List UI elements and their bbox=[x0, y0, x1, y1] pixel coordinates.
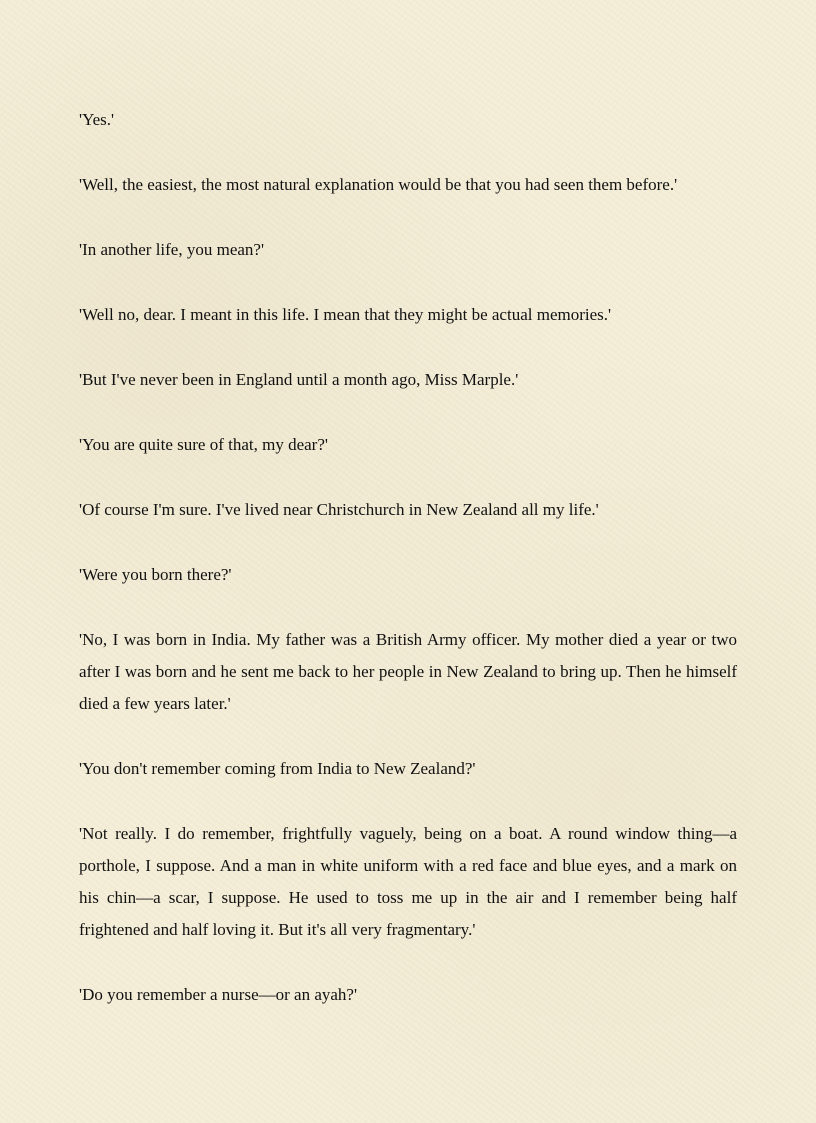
paragraph: 'Well no, dear. I meant in this life. I mean that they might be actual memories.' bbox=[79, 305, 612, 324]
paragraph: 'Not really. I do remember, frightfully vaguely, being on a boat. A round window thing—a porthole, I suppose. And a man in white uniform with a red face and blue eyes, and a mark on his chin—a scar, I suppose. He used to toss me up in the air and I remember being half frightened and half loving it. But it's all very fragmentary.' bbox=[79, 824, 737, 939]
paragraph: 'Well, the easiest, the most natural explanation would be that you had seen them before.' bbox=[79, 175, 678, 194]
paragraph: 'No, I was born in India. My father was a British Army officer. My mother died a year or two after I was born and he sent me back to her people in New Zealand to bring up. Then he himself died a few years later.' bbox=[79, 630, 737, 713]
paragraph: 'In another life, you mean?' bbox=[79, 240, 265, 259]
paragraph: 'Of course I'm sure. I've lived near Christchurch in New Zealand all my life.' bbox=[79, 500, 599, 519]
paragraph: 'Were you born there?' bbox=[79, 565, 232, 584]
paragraph: 'You don't remember coming from India to New Zealand?' bbox=[79, 759, 476, 778]
paragraph: 'You are quite sure of that, my dear?' bbox=[79, 435, 328, 454]
paragraph: 'But I've never been in England until a month ago, Miss Marple.' bbox=[79, 370, 519, 389]
paragraph: 'Yes.' bbox=[79, 110, 115, 129]
paragraph: 'Do you remember a nurse—or an ayah?' bbox=[79, 985, 358, 1004]
